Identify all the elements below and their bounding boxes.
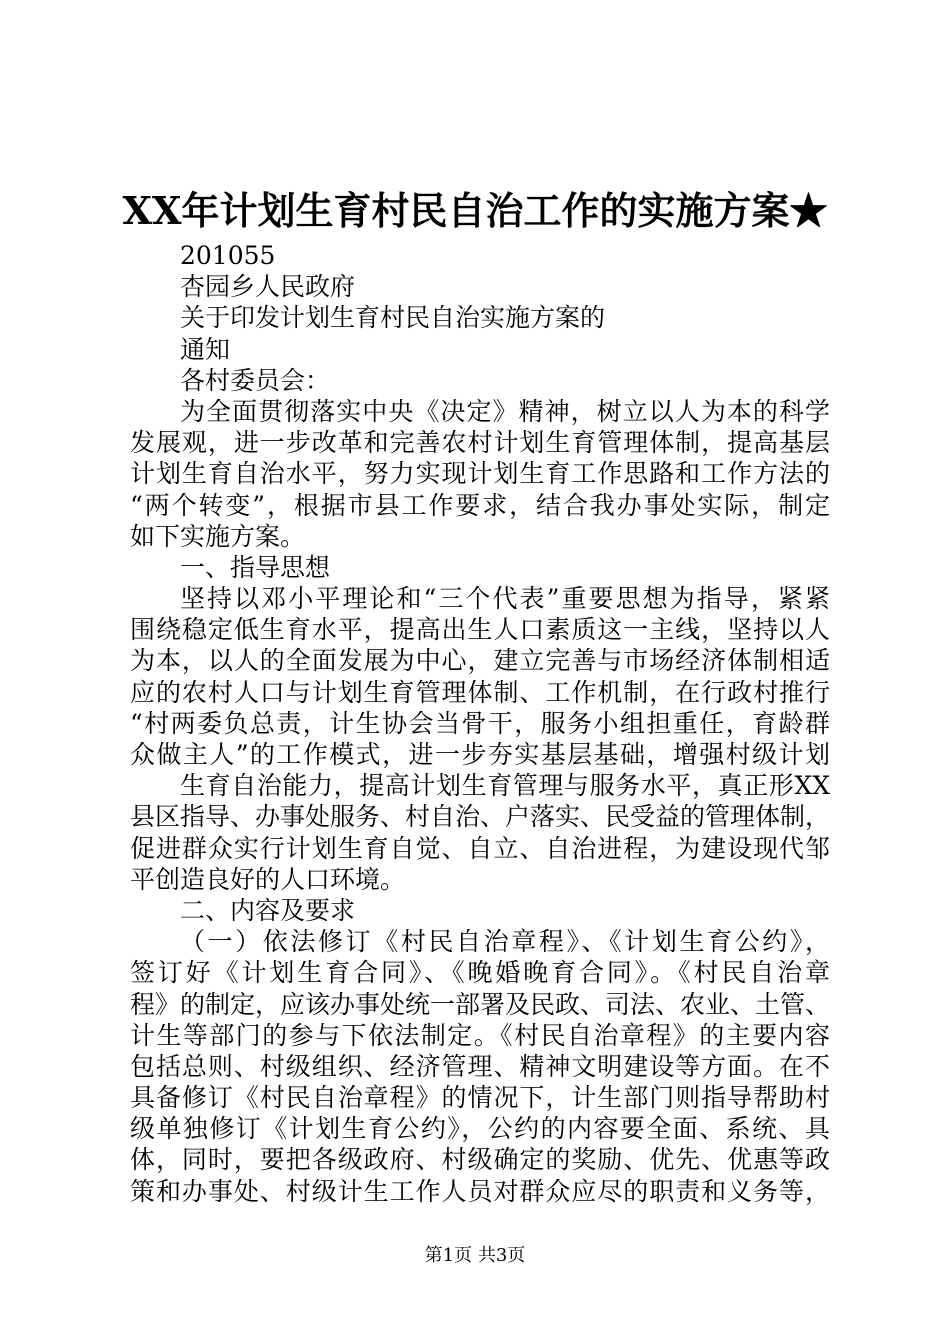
paragraph-line: 坚持以邓小平理论和“三个代表”重要思想为指导，紧紧 (180, 584, 830, 614)
paragraph-line: “村两委负总责，计生协会当骨干，服务小组担重任，育龄群 (130, 708, 830, 738)
page-footer: 第1页 共3页 (424, 1245, 526, 1266)
section-heading: 一、指导思想 (180, 552, 331, 582)
paragraph-line: 如下实施方案。 (130, 521, 306, 551)
paragraph-line: 县区指导、办事处服务、村自治、户落实、民受益的管理体制， (130, 802, 831, 832)
paragraph-line: 促进群众实行计划生育自觉、自立、自治进程，为建设现代邹 (130, 833, 830, 863)
paragraph-line: 计划生育自治水平，努力实现计划生育工作思路和工作方法的 (130, 459, 830, 489)
paragraph-line: “两个转变”，根据市县工作要求，结合我办事处实际，制定 (130, 490, 830, 520)
paragraph-line: 众做主人”的工作模式，进一步夯实基层基础，增强村级计划 (130, 740, 830, 769)
paragraph-line: 发展观，进一步改革和完善农村计划生育管理体制，提高基层 (130, 428, 830, 458)
paragraph-line: 围绕稳定低生育水平，提高出生人口素质这一主线，坚持以人 (130, 615, 830, 645)
document-body (130, 240, 830, 1207)
paragraph-line: 包括总则、村级组织、经济管理、精神文明建设等方面。在不 (130, 1051, 830, 1081)
document-number: 201055 (180, 241, 276, 270)
section-heading: 二、内容及要求 (180, 895, 356, 925)
paragraph-line: 为全面贯彻落实中央《决定》精神，树立以人为本的科学 (180, 396, 830, 426)
document-title: XX年计划生育村民自治工作的实施方案★ (122, 188, 828, 233)
paragraph-line: 为本，以人的全面发展为中心，建立完善与市场经济体制相适 (130, 646, 830, 676)
paragraph-line: 具备修订《村民自治章程》的情况下，计生部门则指导帮助村 (130, 1083, 830, 1113)
issuer-line: 杏园乡人民政府 (180, 272, 356, 302)
paragraph-line: 级单独修订《计划生育公约》，公约的内容要全面、系统、具 (130, 1114, 830, 1144)
notice-heading-line-1: 关于印发计划生育村民自治实施方案的 (180, 303, 606, 333)
paragraph-line: 体，同时，要把各级政府、村级确定的奖励、优先、优惠等政 (130, 1145, 830, 1175)
notice-heading-line-2: 通知 (180, 334, 231, 364)
paragraph-line: 策和办事处、村级计生工作人员对群众应尽的职责和义务等， (130, 1176, 830, 1206)
paragraph-line: 程》的制定，应该办事处统一部署及民政、司法、农业、土管、 (130, 989, 831, 1019)
paragraph-line: 应的农村人口与计划生育管理体制、工作机制，在行政村推行 (130, 677, 830, 707)
paragraph-line: （一）依法修订《村民自治章程》、《计划生育公约》， (180, 927, 830, 957)
paragraph-line: 生育自治能力，提高计划生育管理与服务水平，真正形XX (180, 771, 830, 801)
paragraph-line: 平创造良好的人口环境。 (130, 864, 406, 894)
paragraph-line: 计生等部门的参与下依法制定。《村民自治章程》的主要内容 (130, 1020, 830, 1050)
salutation: 各村委员会： (180, 365, 331, 395)
paragraph-line: 签订好《计划生育合同》、《晚婚晚育合同》。《村民自治章 (130, 958, 830, 988)
